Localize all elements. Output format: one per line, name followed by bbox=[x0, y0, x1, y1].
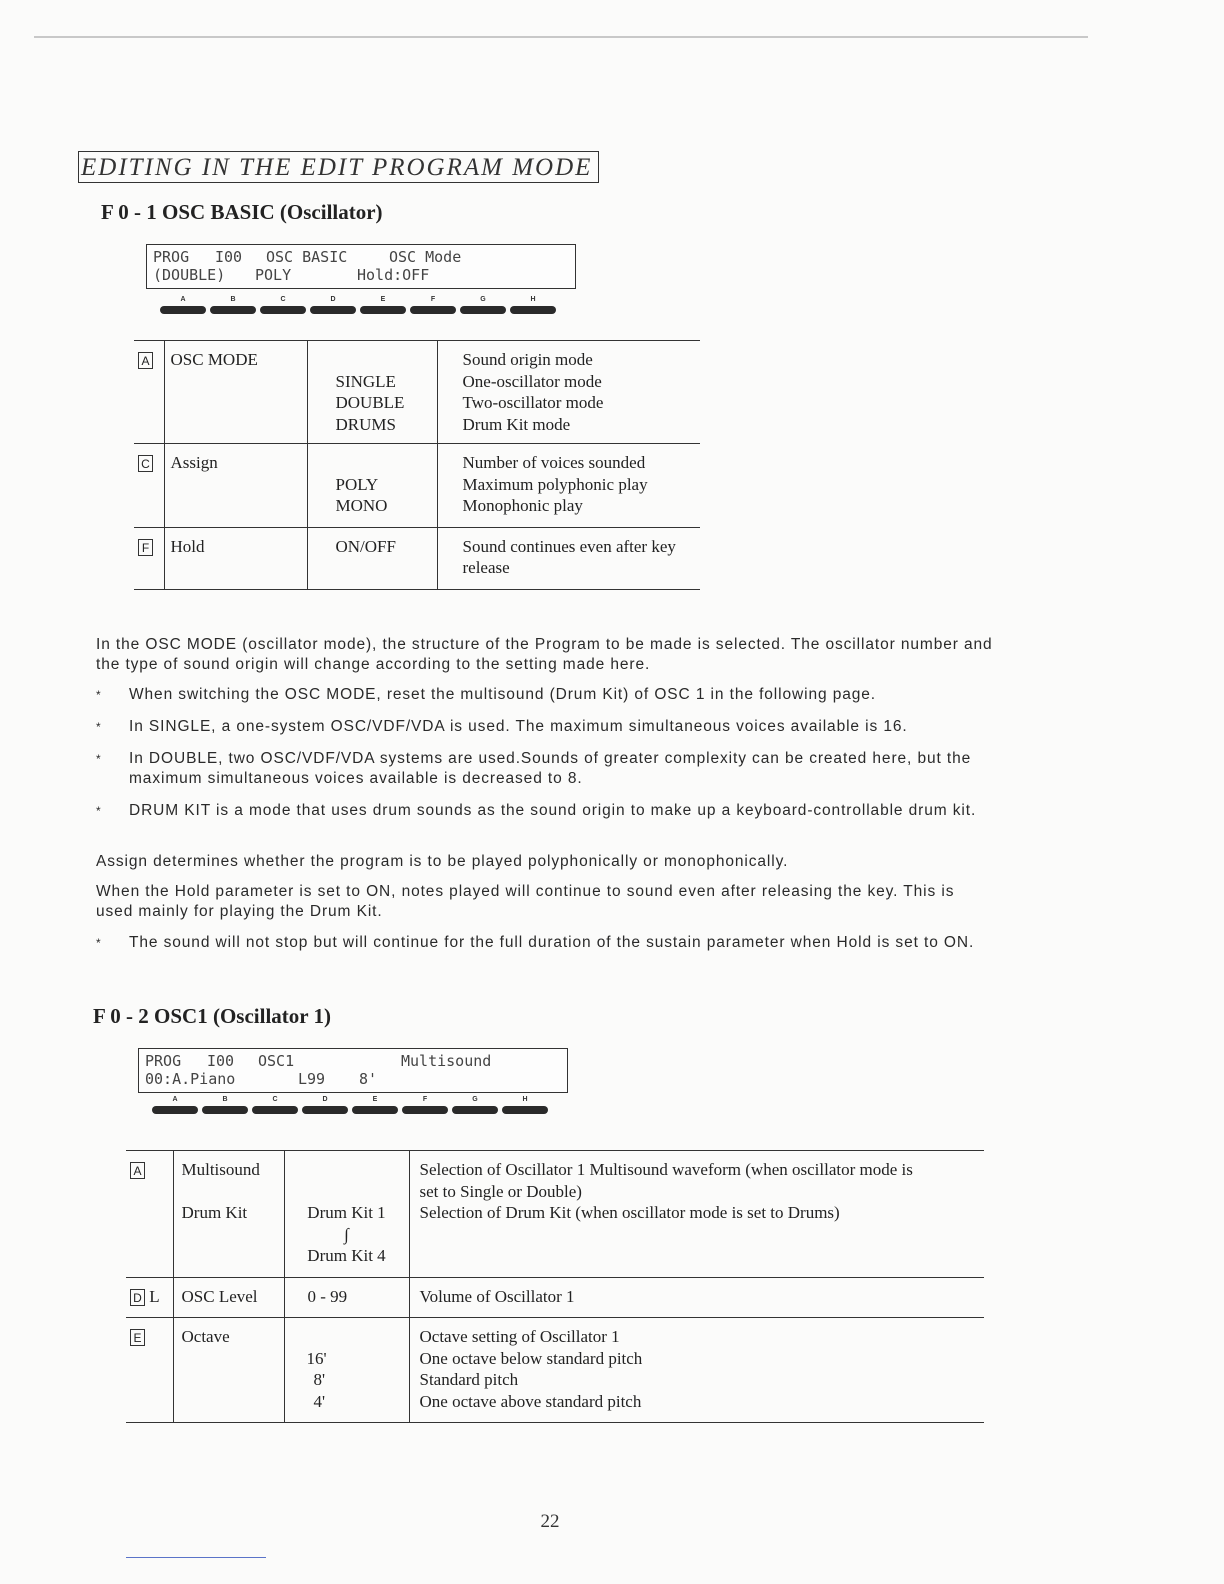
soft-button-a[interactable] bbox=[152, 1096, 198, 1120]
param-desc: Standard pitch bbox=[419, 1370, 519, 1389]
param-desc: Two-oscillator mode bbox=[462, 393, 604, 412]
param-value bbox=[285, 1181, 409, 1203]
button-label: G bbox=[480, 296, 486, 303]
param-desc: Selection of Oscillator 1 Multisound waveform (when oscillator mode is bbox=[419, 1160, 913, 1179]
table-row bbox=[134, 527, 700, 589]
lcd-text: I00 bbox=[207, 1052, 235, 1070]
range-symbol: ∫ bbox=[344, 1224, 349, 1244]
bullet-star: * bbox=[96, 720, 102, 734]
button-label: D bbox=[330, 296, 336, 303]
key-label: A bbox=[138, 352, 153, 369]
soft-button-h[interactable] bbox=[510, 296, 556, 320]
bullet-text: In DOUBLE, two OSC/VDF/VDA systems are used.Sounds of greater complexity can be created here, but the maximum simultaneous voices available is decreased to 8. bbox=[129, 750, 972, 787]
param-value: 4' bbox=[313, 1391, 326, 1411]
lcd-text: Multisound bbox=[401, 1052, 492, 1070]
param-name: Assign bbox=[170, 453, 218, 472]
param-desc: Drum Kit mode bbox=[462, 414, 571, 434]
lcd-text: POLY bbox=[255, 266, 292, 284]
bullet-text: In SINGLE, a one-system OSC/VDF/VDA is used. The maximum simultaneous voices available is 16. bbox=[129, 718, 908, 735]
param-value: Drum Kit 4 bbox=[307, 1246, 386, 1265]
table-row bbox=[126, 1277, 984, 1318]
lcd-text: I00 bbox=[215, 248, 243, 266]
soft-button-f[interactable] bbox=[410, 296, 456, 320]
soft-button-a[interactable] bbox=[160, 296, 206, 320]
param-value: 16' bbox=[306, 1348, 327, 1368]
param-name: Multisound bbox=[181, 1160, 260, 1179]
param-desc: Selection of Drum Kit (when oscillator mode is set to Drums) bbox=[419, 1203, 840, 1222]
param-desc: One octave above standard pitch bbox=[419, 1391, 642, 1411]
param-desc: Monophonic play bbox=[462, 496, 583, 515]
param-desc: Volume of Oscillator 1 bbox=[419, 1286, 575, 1306]
bullet-star: * bbox=[96, 936, 102, 950]
lcd-text: PROG bbox=[145, 1052, 182, 1070]
f02-heading: F 0 - 2 OSC1 (Oscillator 1) bbox=[93, 1004, 331, 1028]
section-title: EDITING IN THE EDIT PROGRAM MODE bbox=[78, 151, 599, 183]
param-value: Drum Kit 1 bbox=[307, 1203, 386, 1222]
lcd-text: OSC1 bbox=[258, 1052, 295, 1070]
paragraph: In the OSC MODE (oscillator mode), the structure of the Program to be made is selected. The oscillator number and the type of sound origin will change according to the setting made here. bbox=[96, 636, 993, 673]
param-value bbox=[336, 452, 437, 474]
soft-button-b[interactable] bbox=[202, 1096, 248, 1120]
lcd-text: Hold:OFF bbox=[357, 266, 430, 284]
button-label: B bbox=[230, 296, 236, 303]
soft-button-b[interactable] bbox=[210, 296, 256, 320]
button-label: A bbox=[180, 296, 186, 303]
param-name: OSC Level bbox=[181, 1286, 258, 1306]
paragraph: Assign determines whether the program is to be played polyphonically or monophonically. bbox=[96, 853, 789, 870]
param-desc: Sound origin mode bbox=[462, 350, 593, 369]
button-label: C bbox=[272, 1096, 278, 1103]
param-value: MONO bbox=[335, 496, 388, 515]
lcd-text: OSC BASIC bbox=[266, 248, 348, 266]
table-row bbox=[126, 1151, 984, 1278]
param-value bbox=[336, 349, 437, 371]
bullet-star: * bbox=[96, 688, 102, 702]
button-label: E bbox=[372, 1096, 378, 1103]
button-label: D bbox=[322, 1096, 328, 1103]
lcd-text: OSC Mode bbox=[389, 248, 462, 266]
soft-button-g[interactable] bbox=[460, 296, 506, 320]
button-label: A bbox=[172, 1096, 178, 1103]
param-value: DRUMS bbox=[335, 414, 396, 434]
button-label: F bbox=[430, 296, 436, 303]
bullet-text: The sound will not stop but will continue for the full duration of the sustain parameter when Hold is set to ON. bbox=[129, 934, 975, 951]
bottom-rule bbox=[126, 1557, 266, 1558]
param-name: Octave bbox=[181, 1327, 230, 1346]
table-row bbox=[134, 341, 700, 444]
param-name: Drum Kit bbox=[181, 1203, 248, 1222]
bullet-text: When switching the OSC MODE, reset the multisound (Drum Kit) of OSC 1 in the following page. bbox=[129, 686, 876, 703]
key-sublabel: L bbox=[149, 1286, 160, 1306]
param-desc: set to Single or Double) bbox=[419, 1181, 582, 1201]
param-value: 0 - 99 bbox=[307, 1286, 348, 1306]
param-desc: One-oscillator mode bbox=[462, 371, 602, 391]
button-label: F bbox=[422, 1096, 428, 1103]
button-label: E bbox=[380, 296, 386, 303]
soft-button-c[interactable] bbox=[252, 1096, 298, 1120]
soft-button-d[interactable] bbox=[310, 296, 356, 320]
f01-soft-buttons bbox=[160, 296, 560, 320]
param-name: Hold bbox=[170, 536, 205, 556]
param-value: 8' bbox=[313, 1370, 326, 1389]
param-desc: Sound continues even after key bbox=[462, 536, 676, 556]
param-desc: Octave setting of Oscillator 1 bbox=[419, 1327, 620, 1346]
bullet-star: * bbox=[96, 752, 102, 766]
soft-button-e[interactable] bbox=[352, 1096, 398, 1120]
lcd-text: PROG bbox=[153, 248, 190, 266]
f01-lcd-display bbox=[146, 244, 576, 289]
param-value: ON/OFF bbox=[335, 536, 396, 556]
key-label: D bbox=[130, 1289, 145, 1306]
bullet-text: DRUM KIT is a mode that uses drum sounds as the sound origin to make up a keyboard-controllable drum kit. bbox=[129, 802, 977, 819]
bullet-star: * bbox=[96, 804, 102, 818]
key-label: A bbox=[130, 1162, 145, 1179]
f02-soft-buttons bbox=[152, 1096, 552, 1120]
button-label: H bbox=[522, 1096, 528, 1103]
soft-button-c[interactable] bbox=[260, 296, 306, 320]
lcd-text: 00:A.Piano bbox=[145, 1070, 236, 1088]
param-value bbox=[307, 1326, 409, 1348]
param-desc: Number of voices sounded bbox=[462, 453, 646, 472]
param-name: OSC MODE bbox=[170, 350, 258, 369]
param-name bbox=[182, 1181, 276, 1203]
soft-button-h[interactable] bbox=[502, 1096, 548, 1120]
page-number: 22 bbox=[540, 1511, 560, 1532]
param-desc: release bbox=[462, 558, 510, 577]
lcd-text: 8' bbox=[359, 1070, 378, 1088]
param-value: POLY bbox=[335, 474, 379, 494]
button-label: G bbox=[472, 1096, 478, 1103]
lcd-text: L99 bbox=[298, 1070, 326, 1088]
soft-button-g[interactable] bbox=[452, 1096, 498, 1120]
button-label: H bbox=[530, 296, 536, 303]
paragraph: When the Hold parameter is set to ON, notes played will continue to sound even after releasing the key. This is used mainly for playing the Drum Kit. bbox=[96, 883, 955, 920]
key-label: F bbox=[138, 539, 153, 556]
param-value bbox=[285, 1159, 409, 1181]
key-label: C bbox=[138, 455, 153, 472]
param-desc: One octave below standard pitch bbox=[419, 1348, 643, 1368]
table-row bbox=[126, 1318, 984, 1423]
soft-button-f[interactable] bbox=[402, 1096, 448, 1120]
f01-parameter-table bbox=[134, 340, 700, 590]
soft-button-e[interactable] bbox=[360, 296, 406, 320]
soft-button-d[interactable] bbox=[302, 1096, 348, 1120]
param-value: SINGLE bbox=[335, 371, 396, 391]
table-row bbox=[134, 444, 700, 528]
top-rule bbox=[34, 36, 1088, 38]
button-label: C bbox=[280, 296, 286, 303]
param-value: DOUBLE bbox=[335, 393, 405, 412]
f02-lcd-display bbox=[138, 1048, 568, 1093]
lcd-text: (DOUBLE) bbox=[153, 266, 226, 284]
button-label: B bbox=[222, 1096, 228, 1103]
f01-heading: F 0 - 1 OSC BASIC (Oscillator) bbox=[101, 200, 383, 224]
param-desc: Maximum polyphonic play bbox=[462, 474, 648, 494]
f02-parameter-table bbox=[126, 1150, 984, 1423]
key-label: E bbox=[130, 1329, 145, 1346]
